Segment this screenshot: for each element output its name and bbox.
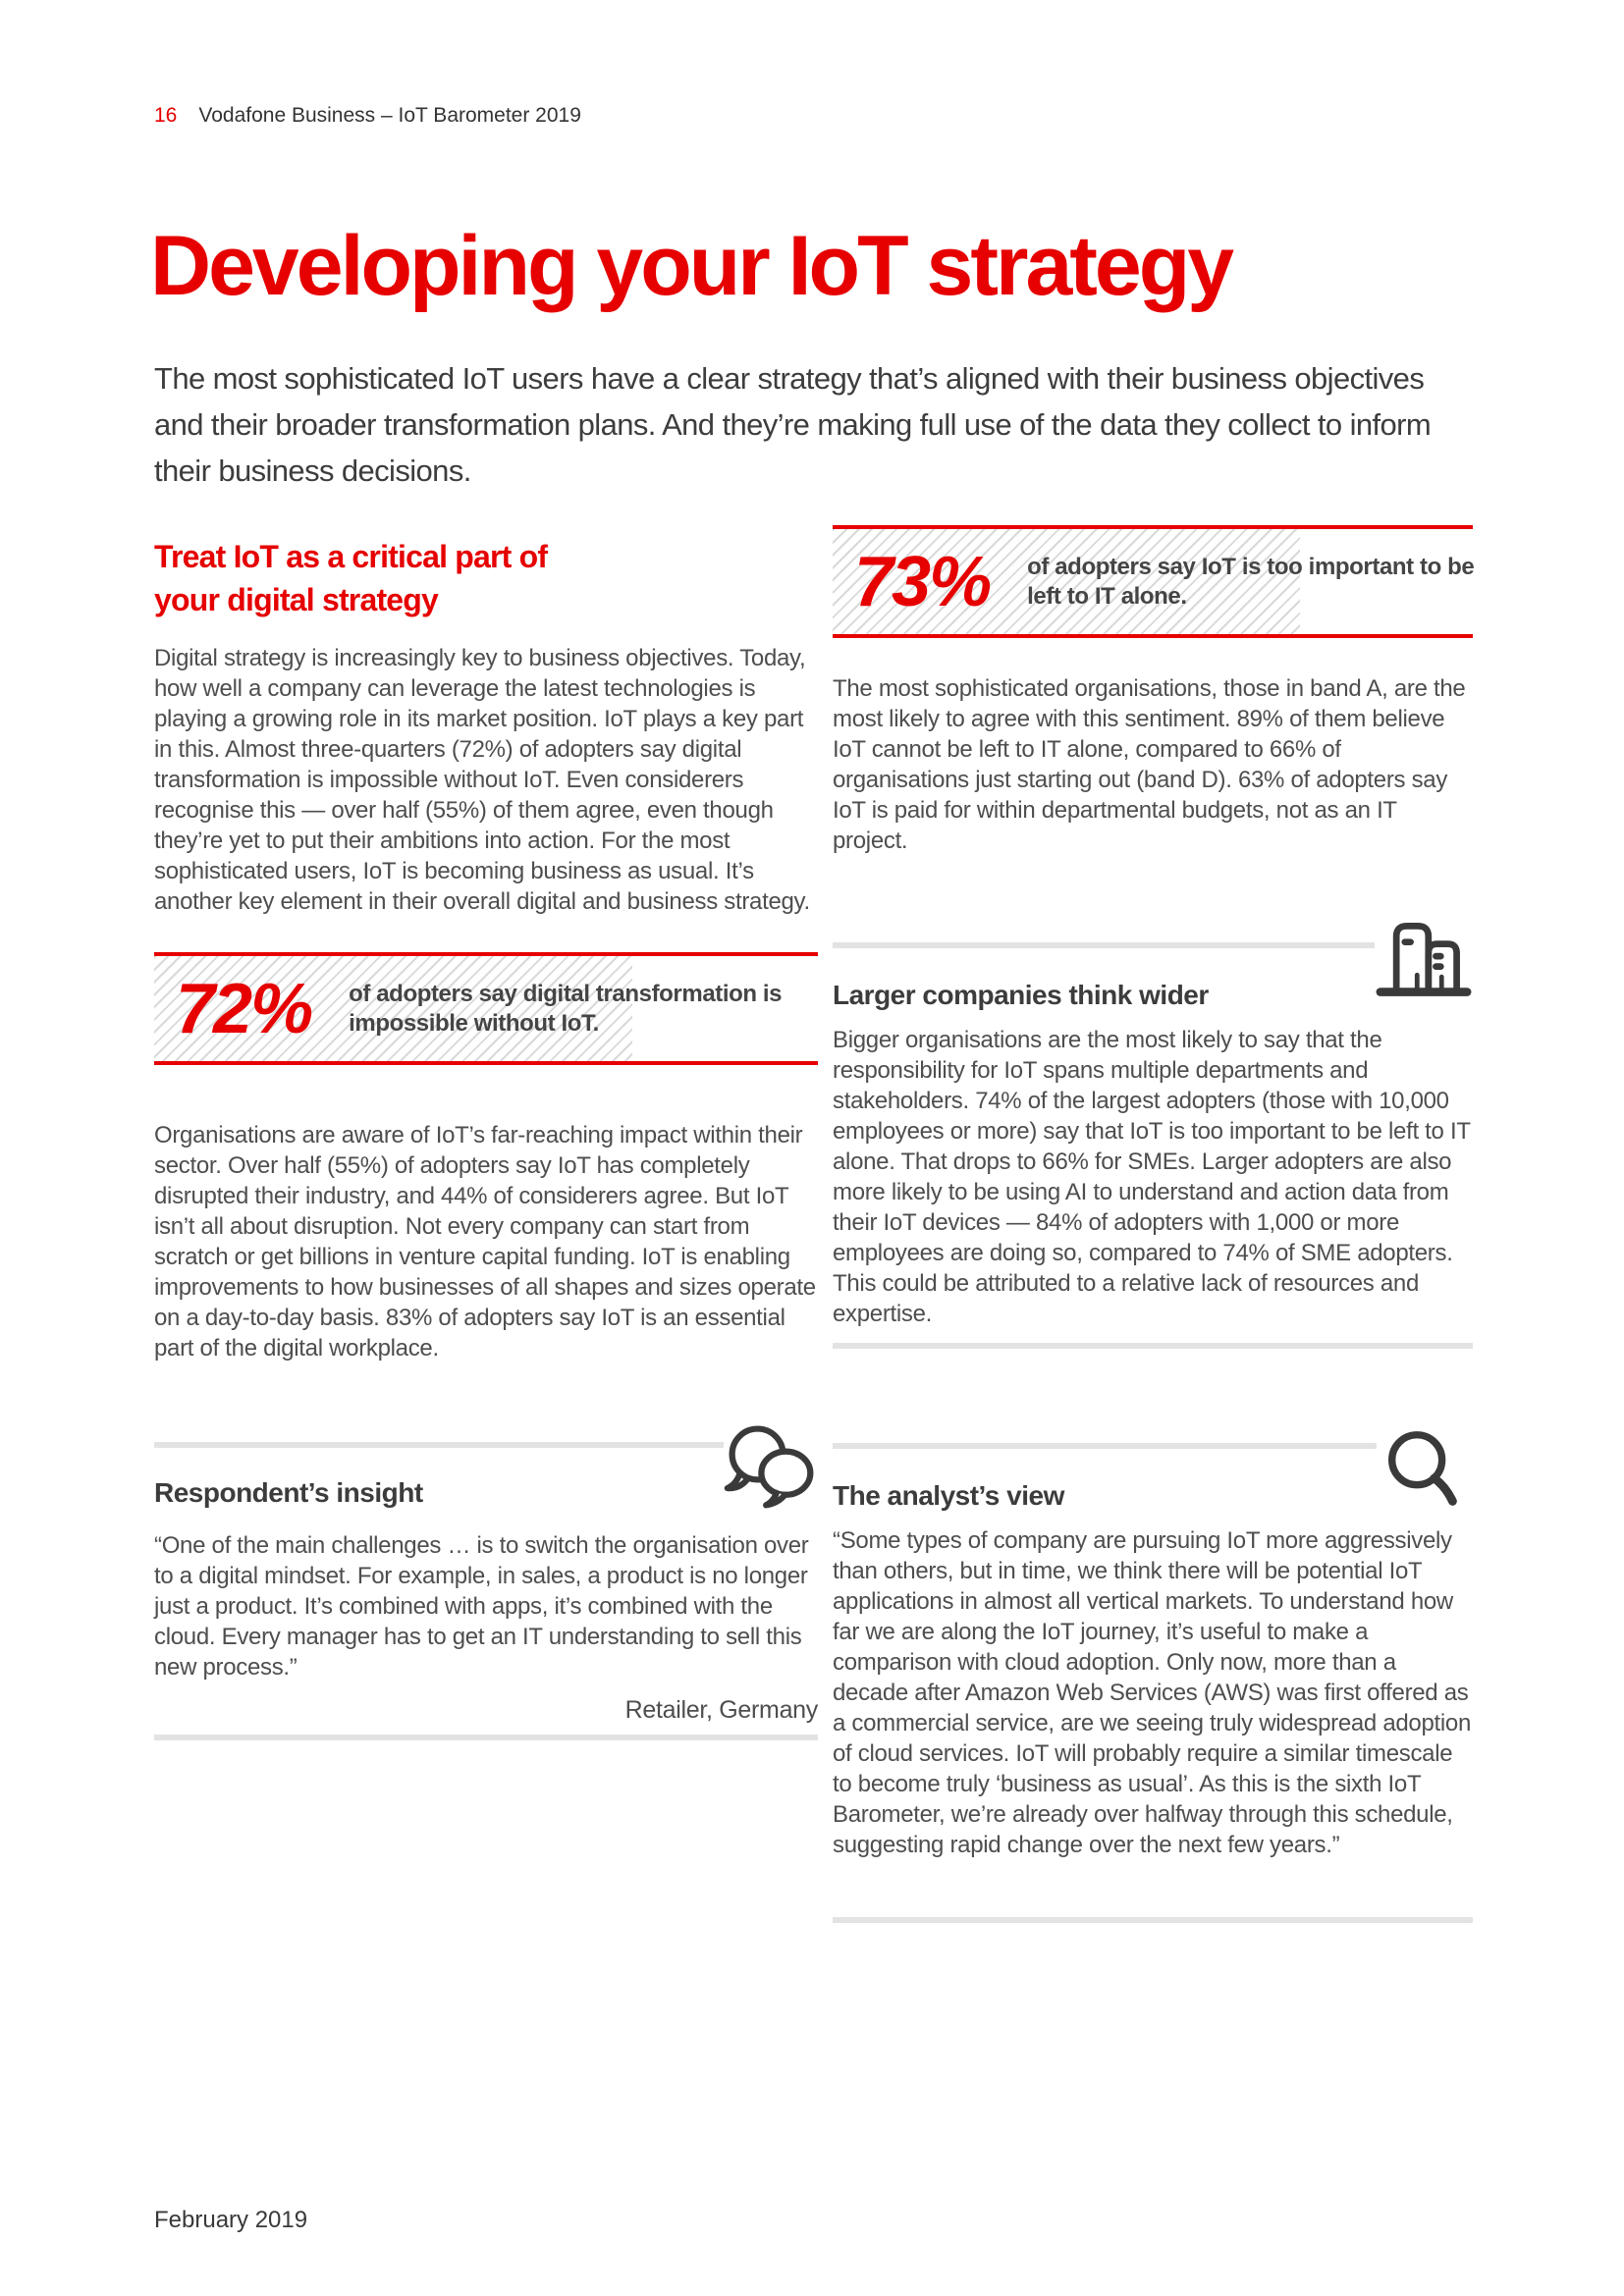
buildings-icon	[1375, 911, 1473, 1005]
respondent-insight-section	[154, 1442, 818, 1740]
quote-attribution: Retailer, Germany	[624, 1696, 818, 1724]
stat-label-line-2: left to IT alone.	[1027, 582, 1187, 610]
page-number: 16	[154, 104, 178, 127]
body-paragraph: Bigger organisations are the most likely to say that the responsibility for IoT spans multiple departments and stakeholders. 74% of the largest adopters (those with 10,000 employees or more) say that IoT is too important to be left to IT alone. That drops to 66% for SMEs. Larger adopters are also more likely to be using AI to understand and action data from their IoT devices — 84% of adopters with 1,000 or more employees are doing so, compared to 74% of SME adopters. This could be attributed to a relative lack of resources and expertise.	[833, 1027, 1471, 1327]
body-paragraph: Organisations are aware of IoT’s far-reaching impact within their sector. Over half (55%) of adopters say IoT has completely disrupted their industry, and 44% of considerers agree. But IoT isn’t all about disruption. Not every company can start from scratch or get billions in venture capital funding. IoT is enabling improvements to how businesses of all shapes and sizes operate on a day-to-day basis. 83% of adopters say IoT is an essential part of the digital workplace.	[154, 1122, 816, 1362]
right-column	[833, 525, 1473, 1923]
respondent-heading: Respondent’s insight	[154, 1477, 423, 1508]
header-title: Vodafone Business – IoT Barometer 2019	[198, 104, 581, 127]
intro-text: The most sophisticated IoT users have a clear strategy that’s aligned with their business objectives and their broader transformation plans. And they’re making full use of the data they collect to inform their business decisions.	[154, 361, 1432, 488]
stat-label-line-1: of adopters say digital transformation is	[349, 980, 783, 1007]
divider-rule	[833, 1343, 1473, 1349]
speech-bubbles-icon	[724, 1418, 818, 1513]
analyst-view-section	[833, 1443, 1473, 1923]
heading-line-1: Treat IoT as a critical part of	[154, 539, 548, 574]
analyst-quote: “Some types of company are pursuing IoT more aggressively than others, but in time, we think there will be potential IoT applications in almost all vertical markets. To understand how far we are along the IoT journey, it’s useful to make a comparison with cloud adoption. Only now, more than a decade after Amazon Web Services (AWS) was first offered as a commercial service, are we seeing truly widespread adoption of cloud services. IoT will probably require a similar timescale to become truly ‘business as usual’. As this is the sixth IoT Barometer, we’re already over halfway through this schedule, suggesting rapid change over the next few years.”	[833, 1527, 1472, 1858]
respondent-quote: “One of the main challenges … is to switch the organisation over to a digital mindset. For example, in sales, a product is no longer just a product. It’s combined with apps, it’s combined with the cloud. Every manager has to get an IT understanding to sell this new process.”	[154, 1532, 809, 1681]
body-paragraph: The most sophisticated organisations, those in band A, are the most likely to agree with this sentiment. 89% of them believe IoT cannot be left to IT alone, compared to 66% of organisations just starting out (band D). 63% of adopters say IoT is paid for within departmental budgets, not as an IT project.	[833, 675, 1466, 854]
stat-content	[833, 529, 1473, 634]
magnifier-icon	[1377, 1423, 1473, 1520]
larger-companies-section	[833, 942, 1473, 1349]
left-column	[154, 525, 818, 1740]
stat-box-73	[833, 525, 1473, 638]
divider-rule	[833, 1917, 1473, 1923]
stat-value: 72%	[176, 969, 312, 1048]
larger-companies-heading: Larger companies think wider	[833, 980, 1209, 1010]
stat-label-line-2: impossible without IoT.	[349, 1009, 599, 1037]
body-paragraph: Digital strategy is increasingly key to business objectives. Today, how well a company can leverage the latest technologies is playing a growing role in its market position. IoT plays a key part in this. Almost three-quarters (72%) of adopters say digital transformation is impossible without IoT. Even considerers recognise this — over half (55%) of them agree, even though they’re yet to put their ambitions into action. For the most sophisticated users, IoT is becoming business as usual. It’s another key element in their overall digital and business strategy.	[154, 645, 810, 915]
section-heading-digital-strategy	[154, 535, 818, 621]
stat-value: 73%	[854, 542, 991, 621]
stat-box-72	[154, 952, 818, 1065]
divider-rule	[154, 1442, 818, 1448]
analyst-view-heading: The analyst’s view	[833, 1480, 1064, 1511]
divider-rule	[154, 1735, 818, 1740]
stat-label	[349, 980, 782, 1039]
heading-line-2: your digital strategy	[154, 582, 439, 617]
page-header	[154, 104, 581, 128]
stat-label	[1027, 553, 1474, 612]
page-title: Developing your IoT strategy	[150, 219, 1232, 313]
stat-content	[154, 956, 818, 1061]
stat-label-line-1: of adopters say IoT is too important to be	[1027, 553, 1475, 580]
footer-date: February 2019	[154, 2207, 308, 2233]
